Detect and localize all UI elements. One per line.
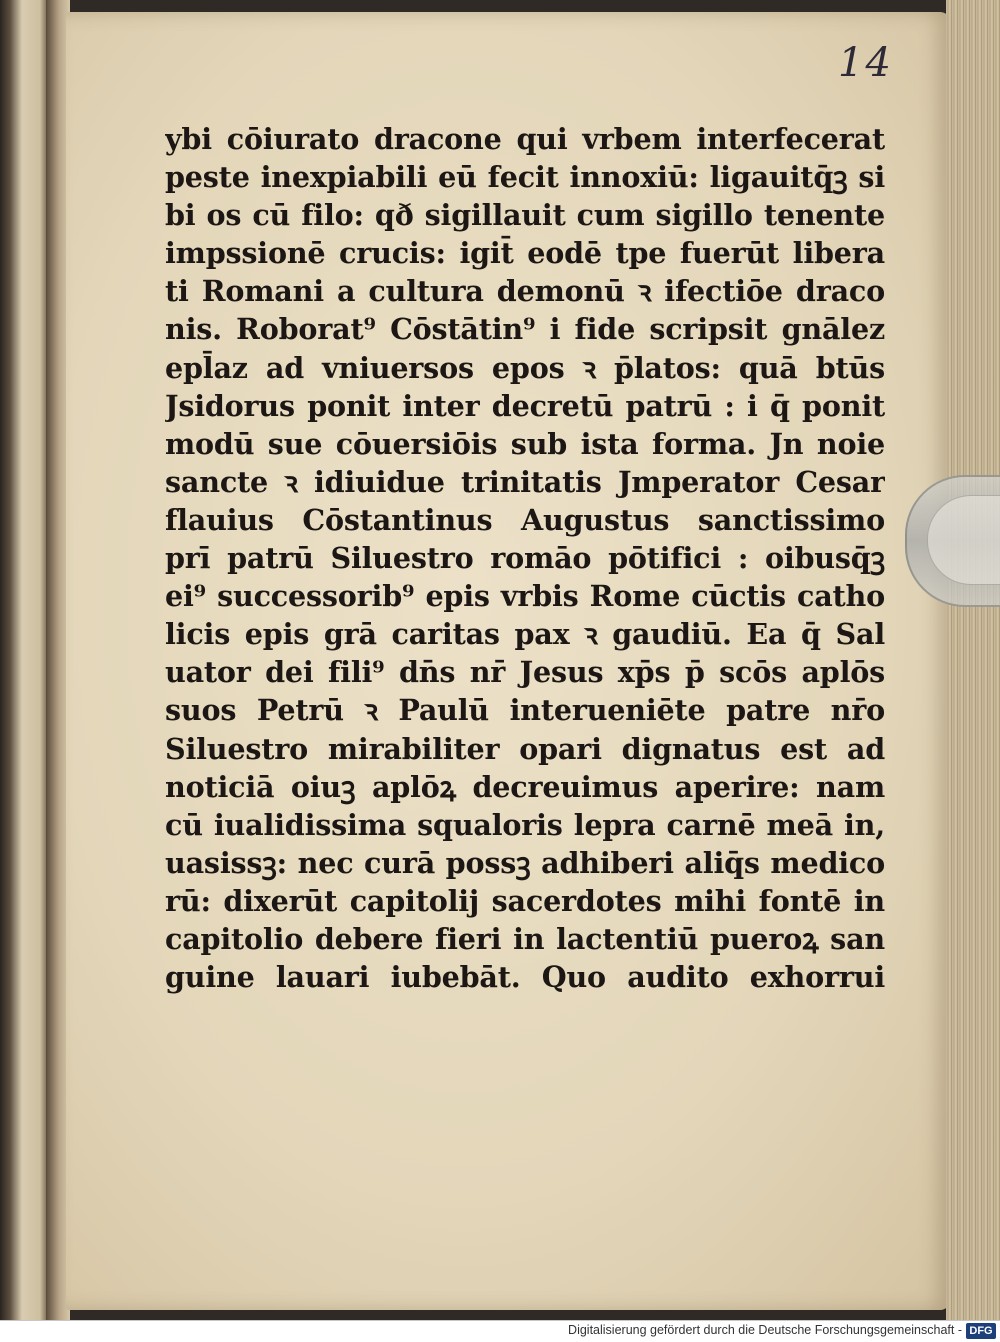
text-line: flauius Cōstantinus Augustus sanctissimo	[165, 502, 885, 537]
left-page-fragment	[2, 520, 46, 557]
left-page-fragment	[2, 594, 46, 631]
text-line: guine lauari iubebāt. Quo audito exhorrui	[165, 960, 885, 995]
text-line: modū sue cōuersiōis sub ista forma. Jn noie	[165, 426, 885, 461]
folio-number: 14	[838, 40, 893, 86]
left-page-fragment	[2, 927, 46, 964]
text-line: rū: dixerūt capitolij sacerdotes mihi fontē in	[165, 883, 885, 918]
text-line: Siluestro mirabiliter opari dignatus est ad	[165, 731, 885, 766]
text-line: peste inexpiabili eū fecit innoxiū: ligauitq̄ꝫ si	[165, 160, 885, 195]
left-page-fragment	[2, 742, 46, 779]
text-line: uasissꝫ: nec curā possꝫ adhiberi aliq̄s medico	[165, 845, 885, 880]
left-page-fragment	[2, 1038, 46, 1075]
dfg-logo: DFG	[966, 1323, 996, 1339]
text-line: nis. Roborat⁹ Cōstātin⁹ i fide scripsit gnālez	[165, 312, 885, 347]
left-page-fragment	[2, 1001, 46, 1038]
left-page-fragment	[2, 261, 46, 298]
left-page-fragment	[2, 631, 46, 668]
left-page-fragment	[2, 705, 46, 742]
left-page-fragment	[2, 187, 46, 224]
text-line: ybi cōiurato dracone qui vrbem interfecerat	[165, 122, 885, 156]
text-line: noticiā oiuꝫ aplōꝝ decreuimus aperire: nam	[165, 769, 885, 804]
text-line: capitolio debere fieri in lactentiū pueroꝝ san	[165, 921, 885, 956]
text-line: ti Romani a cultura demonū ꝛ ifectiōe draco	[165, 274, 885, 309]
page-clip-inner	[927, 495, 1000, 585]
text-line: uator dei fili⁹ dn̄s nr̄ Jesus xp̄s p̄ scōs aplōs	[165, 655, 885, 690]
text-line: suos Petrū ꝛ Paulū interueniēte patre nr̄o	[165, 693, 885, 728]
text-line: licis epis grā caritas pax ꝛ gaudiū. Ea q̄ Sal	[165, 617, 885, 652]
left-page-fragment	[2, 668, 46, 705]
page-stack-edges	[946, 0, 1000, 1320]
left-page-fragment	[2, 335, 46, 372]
left-page-text-fragments	[2, 150, 46, 1075]
text-line: prī patrū Siluestro romāo pōtifici : oibusq̄ꝫ	[165, 541, 885, 576]
left-page-fragment	[2, 483, 46, 520]
left-page-fragment	[2, 964, 46, 1001]
left-page-edge	[0, 0, 48, 1320]
footer-bar	[0, 1320, 1000, 1342]
left-page-fragment	[2, 890, 46, 927]
text-line: cū iualidissima squaloris lepra carnē meā in,	[165, 807, 885, 842]
left-page-fragment	[2, 409, 46, 446]
text-line: sancte ꝛ idiuidue trinitatis Jmperator Cesar	[165, 464, 885, 499]
left-page-fragment	[2, 446, 46, 483]
left-page-fragment	[2, 150, 46, 187]
footer-credit: Digitalisierung gefördert durch die Deutsche Forschungsgemeinschaft -	[568, 1323, 962, 1337]
left-page-fragment	[2, 298, 46, 335]
text-line: epl̄az ad vniuersos epos ꝛ p̄latos: quā btūs	[165, 350, 885, 385]
left-page-fragment	[2, 557, 46, 594]
left-page-fragment	[2, 853, 46, 890]
left-page-fragment	[2, 224, 46, 261]
left-page-fragment	[2, 816, 46, 853]
text-line: bi os cū filo: qð sigillauit cum sigillo tenente	[165, 198, 885, 233]
text-line: ei⁹ successorib⁹ epis vrbis Rome cūctis catho	[165, 579, 885, 614]
incunabulum-text-block	[165, 120, 885, 996]
text-line: impssionē crucis: igit̄ eodē tpe fuerūt libera	[165, 236, 885, 271]
text-line: Jsidorus ponit inter decretū patrū : i q̄ ponit	[165, 388, 885, 423]
left-page-fragment	[2, 779, 46, 816]
left-page-fragment	[2, 372, 46, 409]
